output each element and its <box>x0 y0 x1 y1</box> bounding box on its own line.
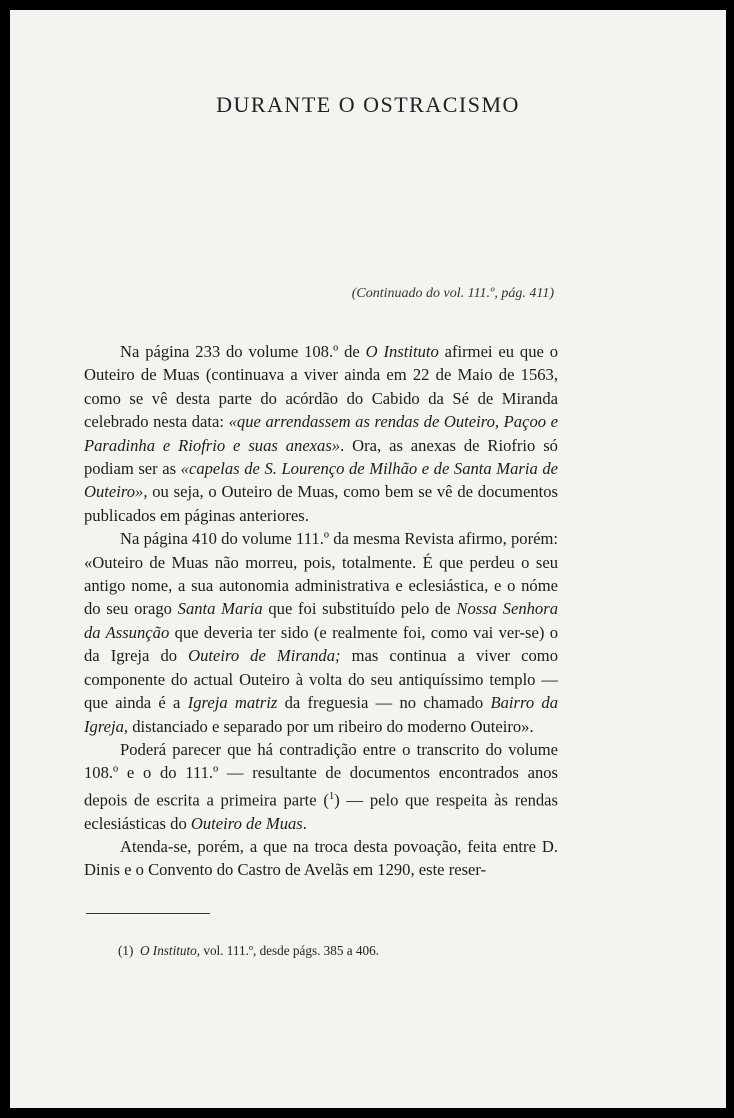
page <box>10 10 726 1108</box>
footnote-divider <box>86 913 210 914</box>
p3-text-b: ) — pelo que respeita às rendas eclesiásticas do <box>84 790 558 833</box>
p2-text-g: mas continua a viver como componente do actual Outeiro à volta do seu antiquíssimo templo — que ainda é a <box>84 646 558 713</box>
p1-text-a: Na página 233 do volume 108.º de <box>120 342 366 361</box>
p2-text-k: distanciado e separado por um ribeiro do moderno Outeiro». <box>128 716 534 736</box>
footnote-mark: (1) <box>118 943 134 958</box>
footnote-reference[interactable]: 1 <box>328 789 335 802</box>
p2-text-a: Na página 410 do volume 111.º da mesma Revista afirmo, porém: «Outeiro de Muas não morreu, pois, totalmente. É que perdeu o seu antigo nome, a sua autonomia administrativa e eclesiástica, e o nóme do seu orago <box>84 529 558 619</box>
footnote-italic: O Instituto, <box>139 943 201 958</box>
article-body <box>84 340 558 882</box>
paragraph-2 <box>84 527 558 738</box>
p3-text-a: Poderá parecer que há contradição entre o transcrito do volume 108.º e o do 111.º — resultante de documentos encontrados anos depois de escrita a primeira parte ( <box>84 739 558 810</box>
article-title: DURANTE O OSTRACISMO <box>216 92 520 117</box>
p3-text-d: . <box>302 813 307 833</box>
p2-text-e: que deveria ter sido (e realmente foi, como vai ver-se) o da Igreja do <box>84 622 558 666</box>
p1-text-e: . Ora, as anexas de Riofrio só podiam ser as <box>84 435 558 479</box>
paragraph-3 <box>84 738 558 835</box>
p2-text-i: da freguesia — no chamado <box>277 693 491 713</box>
p2-italic-d: Nossa Senhora da Assunção <box>84 599 558 642</box>
p1-text-g: , ou seja, o Outeiro de Muas, como bem se vê de documentos publicados em páginas anteriores. <box>84 482 558 525</box>
footnote-text: vol. 111.º, desde págs. 385 a 406. <box>200 943 379 958</box>
continued-note: (Continuado do vol. 111.º, pág. 411) <box>351 286 554 301</box>
p4-text-a: Atenda-se, porém, a que na troca desta povoação, feita entre D. Dinis e o Convento do Castro de Avelãs em 1290, este reser- <box>84 837 558 880</box>
paragraph-1 <box>84 340 558 527</box>
footnote <box>118 943 558 959</box>
p3-italic-c: Outeiro de Muas <box>190 813 303 833</box>
p2-italic-h: Igreja matriz <box>187 693 278 713</box>
p2-italic-b: Santa Maria <box>177 599 263 619</box>
paragraph-4 <box>84 835 558 882</box>
p2-italic-f: Outeiro de Miranda; <box>188 646 341 666</box>
p1-italic-b: O Instituto <box>365 342 439 361</box>
p1-italic-d: «que arrendassem as rendas de Outeiro, Paçoo e Paradinha e Riofrio e suas anexas» <box>84 412 558 455</box>
p1-text-c: afirmei eu que o Outeiro de Muas (continuava a viver ainda em 22 de Maio de 1563, como se vê desta parte do acórdão do Cabido da Sé de Miranda celebrado nesta data: <box>84 342 558 432</box>
p2-italic-j: Bairro da Igreja, <box>84 693 558 736</box>
p2-text-c: que foi substituído pelo de <box>262 599 457 619</box>
p1-italic-f: «capelas de S. Lourenço de Milhão e de Santa Maria de Outeiro» <box>84 459 558 502</box>
